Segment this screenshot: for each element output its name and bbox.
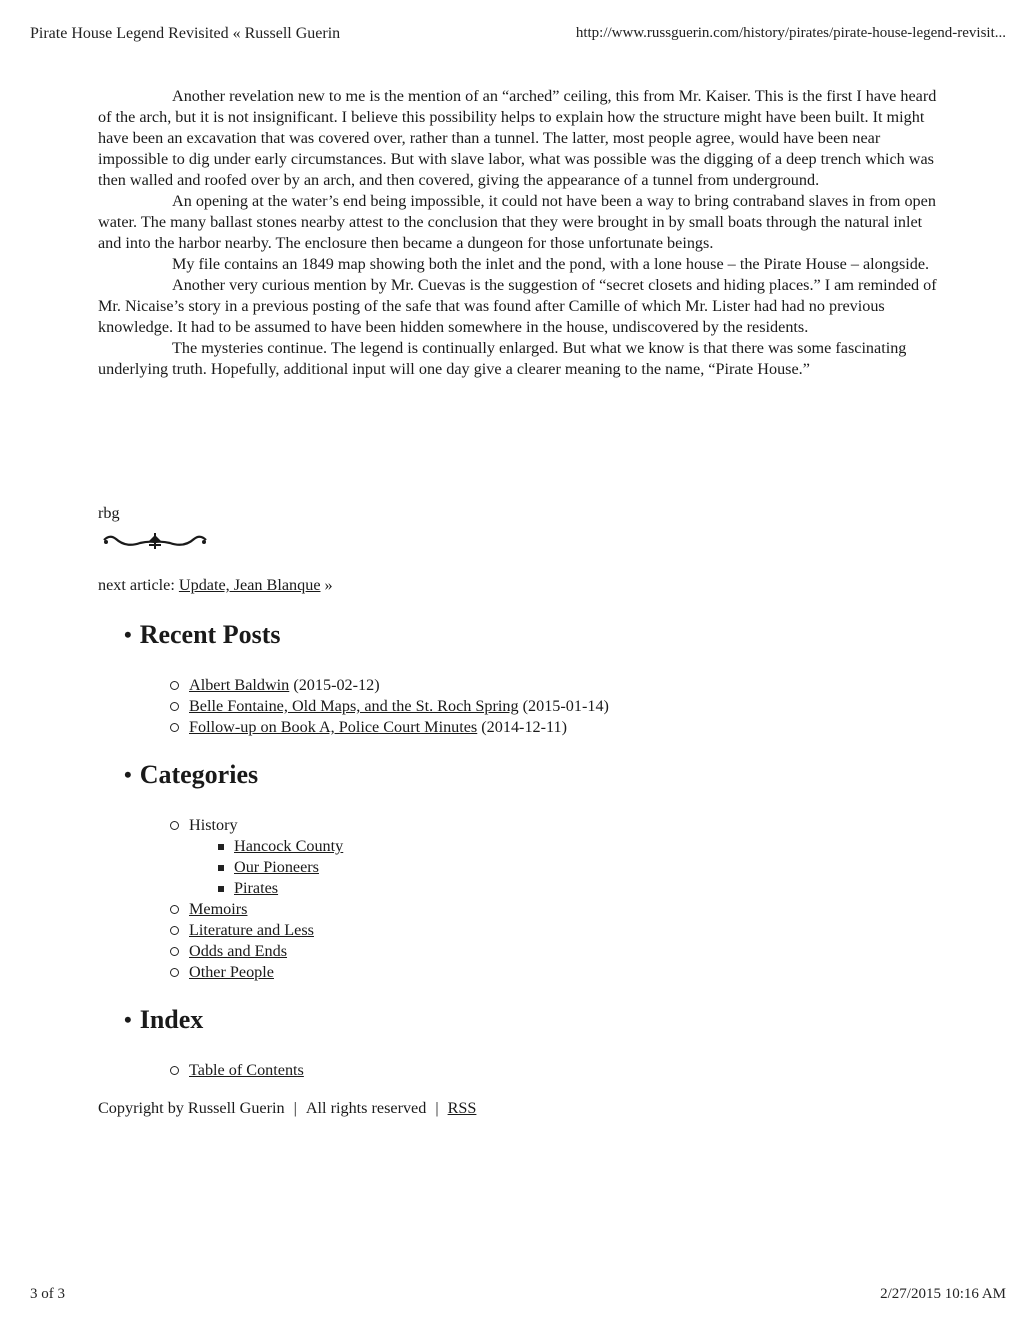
circle-bullet-icon — [170, 968, 179, 977]
site-footer — [98, 1099, 476, 1118]
article-paragraph: An opening at the water’s end being impossible, it could not have been a way to bring contraband slaves in from open water. The many ballast stones nearby attest to the conclusion that they were brought in by small boats through the natural inlet and into the harbor nearby. The enclosure then became a dungeon for those unfortunate beings. — [98, 192, 936, 252]
list-item — [170, 899, 343, 920]
category-link[interactable]: Literature and Less — [189, 921, 314, 939]
recent-post-link[interactable]: Follow-up on Book A, Police Court Minutes — [189, 718, 478, 736]
bullet-icon: • — [124, 1007, 132, 1032]
author-signature: rbg — [98, 504, 120, 522]
index-heading — [124, 1005, 203, 1035]
list-item — [170, 941, 343, 962]
print-datetime: 2/27/2015 10:16 AM — [880, 1286, 1006, 1302]
print-header-title: Pirate House Legend Revisited « Russell Guerin — [30, 25, 341, 42]
list-item — [218, 836, 343, 857]
table-of-contents-link[interactable]: Table of Contents — [189, 1061, 304, 1079]
circle-bullet-icon — [170, 926, 179, 935]
bullet-icon: • — [124, 762, 132, 787]
copyright-text: Copyright by Russell Guerin — [98, 1099, 285, 1117]
recent-post-date: (2015-01-14) — [522, 697, 609, 715]
circle-bullet-icon — [170, 702, 179, 711]
recent-post-date: (2014-12-11) — [481, 718, 568, 736]
footer-separator: | — [293, 1099, 297, 1117]
recent-posts-heading — [124, 620, 281, 650]
list-item — [170, 696, 609, 717]
category-link[interactable]: Pirates — [234, 879, 279, 897]
article-paragraph: Another very curious mention by Mr. Cuevas is the suggestion of “secret closets and hiding places.” I am reminded of Mr. Nicaise’s story in a previous posting of the safe that was found after Camille of which Mr. Lister had had no previous knowledge. It had to be assumed to have been hidden somewhere in the house, undiscovered by the residents. — [98, 276, 937, 336]
recent-post-link[interactable]: Belle Fontaine, Old Maps, and the St. Roch Spring — [189, 697, 519, 715]
circle-bullet-icon — [170, 947, 179, 956]
print-header-url: http://www.russguerin.com/history/pirates/pirate-house-legend-revisit... — [575, 25, 1006, 41]
category-link[interactable]: Memoirs — [189, 900, 248, 918]
list-item — [170, 1060, 304, 1081]
list-item — [170, 920, 343, 941]
next-article-arrow: » — [324, 576, 333, 594]
circle-bullet-icon — [170, 821, 179, 830]
print-page-number: 3 of 3 — [30, 1286, 65, 1302]
square-bullet-icon — [218, 844, 224, 850]
circle-bullet-icon — [170, 681, 179, 690]
circle-bullet-icon — [170, 1066, 179, 1075]
categories-heading — [124, 760, 258, 790]
article-paragraph: The mysteries continue. The legend is continually enlarged. But what we know is that there was some fascinating underlying truth. Hopefully, additional input will one day give a clearer meaning to the name, “Pirate House.” — [98, 339, 907, 378]
index-list — [170, 1060, 304, 1081]
article-body — [98, 86, 940, 380]
list-item — [218, 857, 343, 878]
next-article-label: next article: — [98, 576, 175, 594]
list-item — [170, 675, 609, 696]
circle-bullet-icon — [170, 905, 179, 914]
recent-post-date: (2015-02-12) — [293, 676, 380, 694]
categories-title: Categories — [139, 760, 259, 789]
rights-text: All rights reserved — [305, 1099, 427, 1117]
recent-post-link[interactable]: Albert Baldwin — [189, 676, 290, 694]
article-paragraph: My file contains an 1849 map showing both the inlet and the pond, with a lone house – the Pirate House – alongside. — [172, 255, 930, 273]
list-item — [170, 717, 609, 738]
list-item — [218, 878, 343, 899]
list-item — [170, 815, 343, 899]
index-title: Index — [139, 1005, 204, 1034]
category-history-label: History — [189, 816, 238, 834]
square-bullet-icon — [218, 886, 224, 892]
article-paragraph: Another revelation new to me is the mention of an “arched” ceiling, this from Mr. Kaiser. This is the first I have heard of the arch, but it is not insignificant. I believe this possibility helps to explain how the structure might have been built. It might have been an excavation that was covered over, rather than a tunnel. The latter, most people agree, would have been near impossible to dig under early circumstances. But with slave labor, what was possible was the digging of a deep trench which was then walled and roofed over by an arch, and then covered, giving the appearance of a tunnel from underground. — [98, 87, 937, 189]
rss-link[interactable]: RSS — [447, 1099, 477, 1117]
circle-bullet-icon — [170, 723, 179, 732]
category-link[interactable]: Our Pioneers — [234, 858, 319, 876]
recent-posts-title: Recent Posts — [139, 620, 281, 649]
square-bullet-icon — [218, 865, 224, 871]
categories-list — [170, 815, 343, 983]
category-link[interactable]: Hancock County — [234, 837, 344, 855]
next-article-nav — [98, 576, 333, 595]
footer-separator: | — [435, 1099, 439, 1117]
category-link[interactable]: Other People — [189, 963, 274, 981]
recent-posts-list — [170, 675, 609, 738]
flourish-divider-icon — [100, 530, 210, 552]
category-link[interactable]: Odds and Ends — [189, 942, 288, 960]
next-article-link[interactable]: Update, Jean Blanque — [178, 576, 321, 594]
list-item — [170, 962, 343, 983]
bullet-icon: • — [124, 622, 132, 647]
history-subcategories — [218, 836, 343, 899]
